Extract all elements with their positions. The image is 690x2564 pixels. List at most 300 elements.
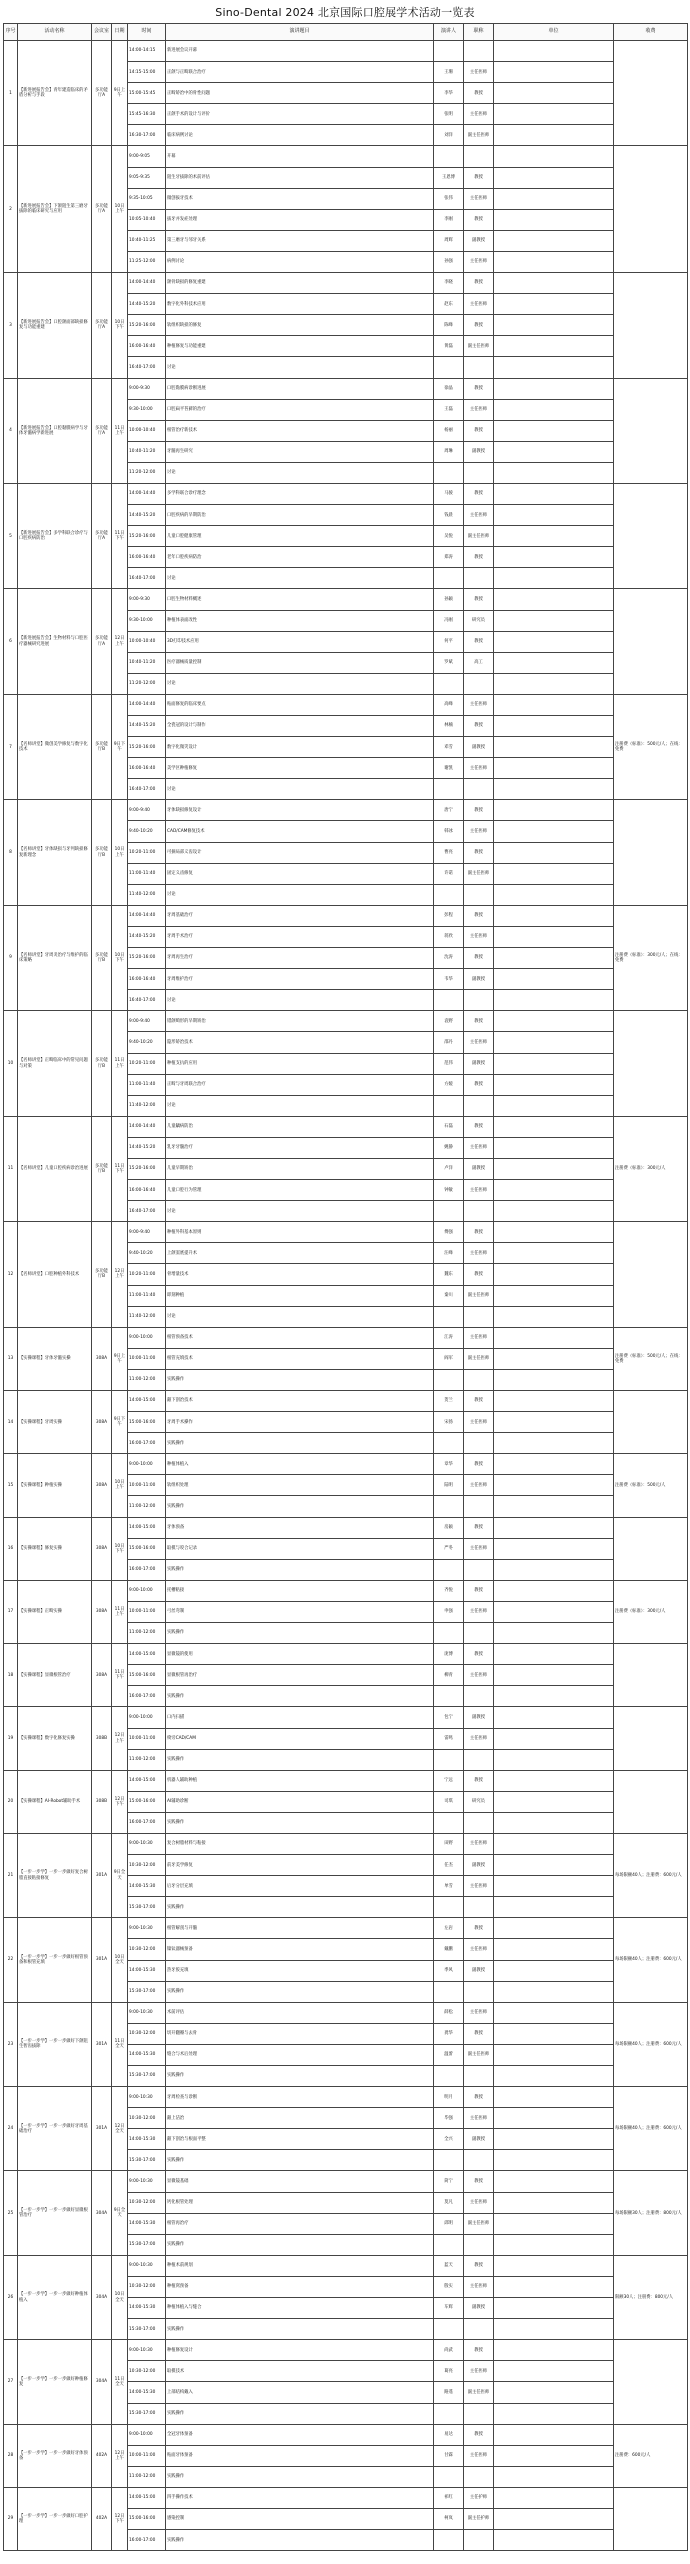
table-row: [4, 1116, 688, 1137]
session-time: 15:30-17:00: [128, 2319, 166, 2340]
session-title: 副教授: [464, 1960, 494, 1981]
session-speaker: 阎军: [434, 1348, 464, 1369]
session-unit: [494, 1517, 614, 1538]
session-title: 主任医师: [464, 2445, 494, 2466]
session-unit: [494, 2340, 614, 2361]
session-topic: 龈上洁治: [166, 2108, 434, 2129]
session-unit: [494, 420, 614, 441]
session-time: 9:00-10:30: [128, 1918, 166, 1939]
session-time: 11:00-12:00: [128, 2466, 166, 2487]
activity-name: 【一步一步学】一步一步做好复合树脂直接粘接修复: [18, 1833, 92, 1917]
session-time: 15:20-16:00: [128, 526, 166, 547]
session-unit: [494, 462, 614, 483]
session-unit: [494, 1855, 614, 1876]
session-topic: 取模与咬合记录: [166, 1538, 434, 1559]
session-speaker: [434, 1559, 464, 1580]
activity-room: 多功能厅A: [92, 41, 112, 146]
session-speaker: [434, 1812, 464, 1833]
session-time: 9:00-10:30: [128, 2087, 166, 2108]
table-row: [4, 378, 688, 399]
session-title: 高工: [464, 652, 494, 673]
session-title: 主任医师: [464, 1939, 494, 1960]
session-title: 主任护师: [464, 2487, 494, 2508]
session-speaker: 田野: [434, 1833, 464, 1854]
session-topic: 全瓷冠的设计与制作: [166, 716, 434, 737]
session-time: 15:00-16:00: [128, 1538, 166, 1559]
session-topic: 后牙分层充填: [166, 1876, 434, 1897]
session-unit: [494, 926, 614, 947]
session-speaker: 邵丹: [434, 1032, 464, 1053]
session-speaker: 宁远: [434, 1770, 464, 1791]
session-speaker: 邓雪: [434, 737, 464, 758]
session-unit: [494, 104, 614, 125]
table-row: [4, 2487, 688, 2508]
session-topic: 热牙胶充填: [166, 1960, 434, 1981]
activity-table: [3, 23, 688, 2551]
activity-name: 【一步一步学】一步一步做好显微根管治疗: [18, 2171, 92, 2255]
session-title: 副教授: [464, 1158, 494, 1179]
session-unit: [494, 1306, 614, 1327]
session-time: 10:30-12:00: [128, 2276, 166, 2297]
session-unit: [494, 2023, 614, 2044]
session-topic: 贴面修复的临床要点: [166, 694, 434, 715]
activity-no: 18: [4, 1644, 18, 1707]
session-title: [464, 1812, 494, 1833]
activity-no: 11: [4, 1116, 18, 1221]
session-title: 主任医师: [464, 294, 494, 315]
table-body: [4, 41, 688, 2551]
session-topic: 隐形矫治技术: [166, 1032, 434, 1053]
activity-room: 402A: [92, 2424, 112, 2487]
session-unit: [494, 1137, 614, 1158]
session-title: 副主任医师: [464, 2213, 494, 2234]
session-title: 主任医师: [464, 2276, 494, 2297]
session-speaker: 罗斌: [434, 652, 464, 673]
session-topic: 显微根管再治疗: [166, 1665, 434, 1686]
session-time: 9:00-10:30: [128, 1833, 166, 1854]
table-row: [4, 2255, 688, 2276]
session-time: 10:20-11:00: [128, 1264, 166, 1285]
session-time: 10:20-11:00: [128, 1053, 166, 1074]
session-time: 9:00-10:00: [128, 1707, 166, 1728]
activity-fee: 每场限额40人；注册费：600元/人: [614, 1833, 688, 1917]
session-topic: 根管再治疗: [166, 2213, 434, 2234]
activity-fee: 注册费（标准）：300元/人: [614, 1580, 688, 1643]
session-time: 15:30-17:00: [128, 2150, 166, 2171]
session-title: [464, 1496, 494, 1517]
session-title: 副教授: [464, 1053, 494, 1074]
session-speaker: 陆明: [434, 1475, 464, 1496]
session-topic: 固定义齿修复: [166, 863, 434, 884]
session-unit: [494, 1032, 614, 1053]
session-time: 16:00-16:40: [128, 1180, 166, 1201]
session-unit: [494, 1791, 614, 1812]
session-topic: 种植体植入: [166, 1454, 434, 1475]
activity-name: 【实操课程】牙周实操: [18, 1391, 92, 1454]
session-title: 教授: [464, 1074, 494, 1095]
table-row: [4, 41, 688, 62]
session-topic: 讨论: [166, 462, 434, 483]
session-unit: [494, 505, 614, 526]
activity-room: 308B: [92, 1770, 112, 1833]
session-topic: 根管解剖与开髓: [166, 1918, 434, 1939]
session-unit: [494, 568, 614, 589]
activity-name: 【实操课程】正畸实操: [18, 1580, 92, 1643]
session-topic: 讨论: [166, 1306, 434, 1327]
session-title: 副主任医师: [464, 2382, 494, 2403]
activity-name: 【实操课程】修复实操: [18, 1517, 92, 1580]
session-title: 主任医师: [464, 104, 494, 125]
session-topic: 钙化根管处理: [166, 2192, 434, 2213]
header-unit: 单位: [494, 24, 614, 41]
session-topic: 实践操作: [166, 1559, 434, 1580]
session-speaker: [434, 2066, 464, 2087]
activity-name: 【一步一步学】一步一步做好种植修复: [18, 2340, 92, 2424]
activity-fee: [614, 589, 688, 694]
session-unit: [494, 2150, 614, 2171]
session-title: 主任医师: [464, 188, 494, 209]
session-title: 教授: [464, 1918, 494, 1939]
session-speaker: [434, 2530, 464, 2551]
activity-name: 【名师讲堂】牙体缺损与牙列缺损修复新理念: [18, 800, 92, 905]
session-unit: [494, 1601, 614, 1622]
session-topic: 实践操作: [166, 2319, 434, 2340]
session-speaker: 卢洋: [434, 1158, 464, 1179]
session-topic: 开幕: [166, 146, 434, 167]
session-unit: [494, 526, 614, 547]
session-topic: 种植窝预备: [166, 2276, 434, 2297]
session-time: 10:40-11:20: [128, 441, 166, 462]
activity-room: 多功能厅B: [92, 1222, 112, 1327]
session-unit: [494, 1644, 614, 1665]
session-unit: [494, 1833, 614, 1854]
session-time: 9:05-9:35: [128, 167, 166, 188]
table-row: [4, 2087, 688, 2108]
activity-name: 【名师讲堂】牙周炎治疗与维护的临床策略: [18, 905, 92, 1010]
session-time: 15:20-16:00: [128, 737, 166, 758]
session-speaker: [434, 673, 464, 694]
activity-fee: 注册费（标准）：300元/人；在线：免费: [614, 905, 688, 1010]
session-speaker: 祁红: [434, 2487, 464, 2508]
session-speaker: 雷鸣: [434, 1728, 464, 1749]
session-speaker: 李晓: [434, 273, 464, 294]
activity-fee: [614, 1517, 688, 1580]
session-speaker: 房颖: [434, 1517, 464, 1538]
session-unit: [494, 1538, 614, 1559]
session-speaker: 高峰: [434, 694, 464, 715]
session-speaker: 全兴: [434, 2129, 464, 2150]
session-topic: 讨论: [166, 884, 434, 905]
session-time: 16:30-17:00: [128, 125, 166, 146]
session-topic: 复合树脂材料与粘接: [166, 1833, 434, 1854]
session-topic: 牙周再生治疗: [166, 948, 434, 969]
session-title: 主任医师: [464, 1032, 494, 1053]
session-speaker: 汪峰: [434, 1243, 464, 1264]
activity-room: 多功能厅A: [92, 273, 112, 378]
session-topic: 微创拔牙技术: [166, 188, 434, 209]
session-topic: 口腔黏膜病诊断进展: [166, 378, 434, 399]
session-unit: [494, 315, 614, 336]
session-speaker: 傅强: [434, 1222, 464, 1243]
session-time: 14:00-14:40: [128, 1116, 166, 1137]
session-speaker: 明月: [434, 2087, 464, 2108]
session-speaker: 沈涛: [434, 948, 464, 969]
activity-no: 29: [4, 2487, 18, 2550]
session-unit: [494, 441, 614, 462]
session-speaker: 钱晨: [434, 505, 464, 526]
session-time: 11:40-12:00: [128, 1095, 166, 1116]
session-time: 14:00-15:30: [128, 2213, 166, 2234]
session-unit: [494, 905, 614, 926]
session-speaker: 杨丽: [434, 420, 464, 441]
session-speaker: [434, 1981, 464, 2002]
activity-name: 【新进展报告会】下颌阻生第三磨牙拔除的临床研究与应用: [18, 146, 92, 273]
session-time: 10:00-10:40: [128, 420, 166, 441]
session-time: 9:00-9:30: [128, 378, 166, 399]
session-title: 教授: [464, 83, 494, 104]
session-title: [464, 1369, 494, 1390]
session-speaker: 易达: [434, 2424, 464, 2445]
session-speaker: 曹亮: [434, 842, 464, 863]
session-unit: [494, 694, 614, 715]
session-topic: 即刻种植: [166, 1285, 434, 1306]
activity-room: 308A: [92, 1644, 112, 1707]
session-unit: [494, 716, 614, 737]
session-speaker: 柳青: [434, 1665, 464, 1686]
activity-fee: [614, 1644, 688, 1707]
session-speaker: 韦华: [434, 969, 464, 990]
table-row: [4, 1327, 688, 1348]
table-row: [4, 905, 688, 926]
session-speaker: [434, 2403, 464, 2424]
session-speaker: 黄磊: [434, 336, 464, 357]
activity-date: 9日全天: [112, 1833, 128, 1917]
session-topic: 讨论: [166, 779, 434, 800]
session-title: 主任医师: [464, 251, 494, 272]
session-speaker: 郑涛: [434, 547, 464, 568]
session-unit: [494, 779, 614, 800]
session-unit: [494, 1496, 614, 1517]
activity-no: 22: [4, 1918, 18, 2002]
session-unit: [494, 2044, 614, 2065]
session-speaker: 申强: [434, 1601, 464, 1622]
session-unit: [494, 737, 614, 758]
session-topic: 实践操作: [166, 2466, 434, 2487]
session-time: 14:00-14:15: [128, 41, 166, 62]
session-time: 9:00-9:40: [128, 800, 166, 821]
activity-room: 308A: [92, 1580, 112, 1643]
activity-date: 10日全天: [112, 1918, 128, 2002]
activity-date: 10日下午: [112, 273, 128, 378]
session-unit: [494, 2234, 614, 2255]
session-speaker: 周琳: [434, 441, 464, 462]
session-speaker: 钟敏: [434, 1180, 464, 1201]
activity-name: 【名师讲堂】正畸临床中的常见问题与对策: [18, 1011, 92, 1116]
activity-no: 23: [4, 2002, 18, 2086]
session-topic: 种植修复与功能重建: [166, 336, 434, 357]
session-time: 14:00-14:40: [128, 905, 166, 926]
session-topic: 托槽粘接: [166, 1580, 434, 1601]
session-speaker: 林楠: [434, 716, 464, 737]
session-unit: [494, 990, 614, 1011]
session-time: 15:30-17:00: [128, 2403, 166, 2424]
session-topic: 龈下刮治与根面平整: [166, 2129, 434, 2150]
session-topic: 根管充填技术: [166, 1348, 434, 1369]
session-unit: [494, 1116, 614, 1137]
table-row: [4, 694, 688, 715]
activity-name: 【实操课程】AI-Robot辅助手术: [18, 1770, 92, 1833]
activity-room: 304A: [92, 2171, 112, 2255]
session-title: 研究员: [464, 610, 494, 631]
session-title: 教授: [464, 1770, 494, 1791]
header-date: 日期: [112, 24, 128, 41]
session-time: 9:00-10:00: [128, 1327, 166, 1348]
activity-date: 9日上午: [112, 41, 128, 146]
session-unit: [494, 1728, 614, 1749]
activity-name: 【新进展报告会】青年建造临床的矛盾分析与手段: [18, 41, 92, 146]
session-unit: [494, 167, 614, 188]
activity-no: 19: [4, 1707, 18, 1770]
session-title: [464, 1981, 494, 2002]
session-time: 14:00-15:30: [128, 2382, 166, 2403]
session-time: 10:20-11:00: [128, 842, 166, 863]
header-fee: 收费: [614, 24, 688, 41]
session-unit: [494, 62, 614, 83]
session-speaker: 任杰: [434, 1855, 464, 1876]
session-topic: 上颌窦底提升术: [166, 1243, 434, 1264]
session-title: 主任医师: [464, 2002, 494, 2023]
session-speaker: 姚静: [434, 1137, 464, 1158]
session-topic: 多学科联合诊疗理念: [166, 483, 434, 504]
session-topic: 老年口腔疾病防治: [166, 547, 434, 568]
session-title: [464, 990, 494, 1011]
session-unit: [494, 1158, 614, 1179]
session-speaker: 葛亮: [434, 2361, 464, 2382]
header-name: 活动名称: [18, 24, 92, 41]
activity-date: 10日全天: [112, 2255, 128, 2339]
table-row: [4, 2171, 688, 2192]
session-time: 16:40-17:00: [128, 357, 166, 378]
activity-date: 12日全天: [112, 2087, 128, 2171]
session-topic: 口腔疾病的早期防治: [166, 505, 434, 526]
session-speaker: 谢凯: [434, 758, 464, 779]
session-topic: 全冠牙体预备: [166, 2424, 434, 2445]
activity-name: 【新进展报告会】口腔颌面部缺损修复与功能重建: [18, 273, 92, 378]
session-speaker: [434, 1623, 464, 1644]
activity-no: 9: [4, 905, 18, 1010]
activity-date: 11日下午: [112, 1644, 128, 1707]
session-speaker: 吴悦: [434, 526, 464, 547]
session-speaker: 王恩博: [434, 167, 464, 188]
session-time: 14:40-15:20: [128, 294, 166, 315]
activity-fee: [614, 1391, 688, 1454]
activity-no: 6: [4, 589, 18, 694]
header-time: 时间: [128, 24, 166, 41]
session-topic: 实践操作: [166, 1623, 434, 1644]
session-title: 主任医师: [464, 926, 494, 947]
activity-room: 301A: [92, 1833, 112, 1917]
table-header-row: [4, 24, 688, 41]
session-unit: [494, 2361, 614, 2382]
activity-room: 多功能厅A: [92, 378, 112, 483]
session-topic: 上部结构戴入: [166, 2382, 434, 2403]
activity-room: 多功能厅B: [92, 905, 112, 1010]
session-speaker: 包宁: [434, 1707, 464, 1728]
session-time: 16:00-16:40: [128, 758, 166, 779]
session-time: 14:15-15:00: [128, 62, 166, 83]
session-unit: [494, 146, 614, 167]
session-time: 10:30-12:00: [128, 2023, 166, 2044]
activity-name: 【实操课程】显微根管治疗: [18, 1644, 92, 1707]
session-unit: [494, 1433, 614, 1454]
activity-date: 12日上午: [112, 1707, 128, 1770]
session-time: 9:30-10:00: [128, 399, 166, 420]
session-unit: [494, 1623, 614, 1644]
session-speaker: [434, 2319, 464, 2340]
session-time: 15:00-16:00: [128, 1665, 166, 1686]
session-topic: 种植外科基本原则: [166, 1222, 434, 1243]
session-speaker: 许诺: [434, 863, 464, 884]
session-time: 14:00-15:00: [128, 1644, 166, 1665]
session-unit: [494, 1243, 614, 1264]
session-speaker: 赵东: [434, 294, 464, 315]
session-unit: [494, 2002, 614, 2023]
session-time: 10:05-10:40: [128, 209, 166, 230]
session-speaker: 范伟: [434, 1053, 464, 1074]
session-title: 教授: [464, 420, 494, 441]
session-title: 教授: [464, 2255, 494, 2276]
activity-no: 13: [4, 1327, 18, 1390]
session-title: [464, 41, 494, 62]
session-unit: [494, 1897, 614, 1918]
session-title: [464, 1433, 494, 1454]
activity-room: 308A: [92, 1327, 112, 1390]
activity-room: 多功能厅B: [92, 1011, 112, 1116]
session-time: 10:00-10:40: [128, 631, 166, 652]
session-unit: [494, 1665, 614, 1686]
session-speaker: 毕强: [434, 2108, 464, 2129]
session-speaker: [434, 779, 464, 800]
activity-fee: [614, 1770, 688, 1833]
session-title: 主任医师: [464, 2108, 494, 2129]
table-row: [4, 1454, 688, 1475]
activity-room: 308A: [92, 1391, 112, 1454]
session-time: 10:40-11:20: [128, 652, 166, 673]
session-time: 16:00-16:40: [128, 336, 166, 357]
page-title: Sino-Dental 2024 北京国际口腔展学术活动一览表: [215, 6, 475, 19]
session-speaker: 陈峰: [434, 315, 464, 336]
session-speaker: [434, 1433, 464, 1454]
session-time: 16:00-16:40: [128, 969, 166, 990]
session-topic: 讨论: [166, 357, 434, 378]
activity-date: 10日下午: [112, 905, 128, 1010]
session-title: 副教授: [464, 230, 494, 251]
session-topic: 种植体表面改性: [166, 610, 434, 631]
session-unit: [494, 1412, 614, 1433]
session-topic: 实践操作: [166, 1981, 434, 2002]
table-row: [4, 2340, 688, 2361]
session-unit: [494, 1348, 614, 1369]
session-title: 主任医师: [464, 399, 494, 420]
session-unit: [494, 399, 614, 420]
session-title: [464, 1623, 494, 1644]
session-speaker: 唐宁: [434, 800, 464, 821]
session-title: 副教授: [464, 1855, 494, 1876]
session-topic: 第三磨牙与邻牙关系: [166, 230, 434, 251]
session-speaker: 蓝天: [434, 2255, 464, 2276]
session-time: 9:40-10:20: [128, 1032, 166, 1053]
session-topic: 实践操作: [166, 1433, 434, 1454]
